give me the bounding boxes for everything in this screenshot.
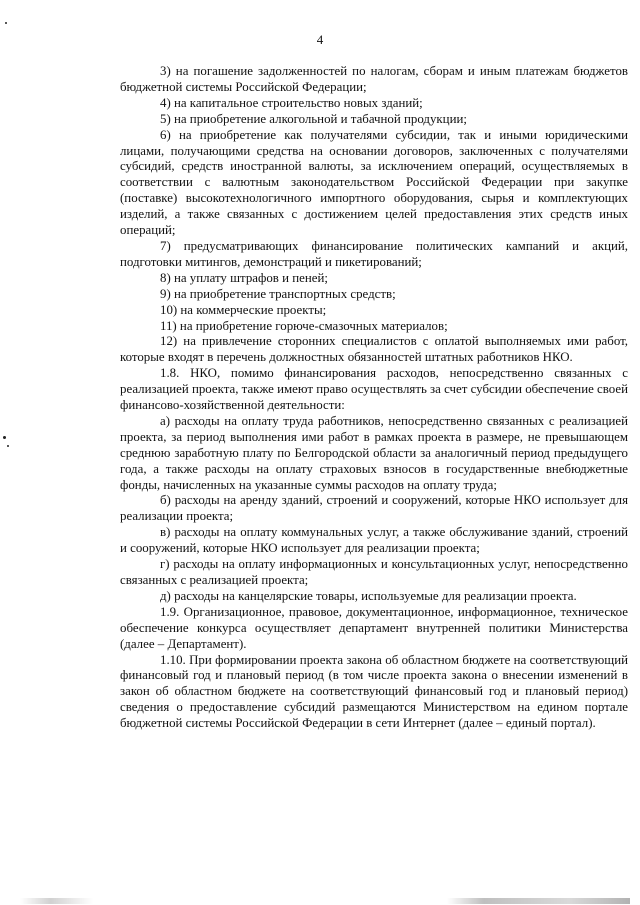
paragraph-item-6: 6) на приобретение как получателями субсидии, так и иными юридическими лицами, получающими средства на основании договоров, заключенных с получателями субсидий, средств иностранной валюты, за исключением операций, осуществляемых в соответствии с валютным законодательством Российской Федерации при закупке (поставке) высокотехнологичного импортного оборудования, сырья и комплектующих изделий, а также связанных с достижением целей предоставления этих средств иных операций; bbox=[120, 127, 628, 238]
scan-speck bbox=[7, 445, 9, 447]
section-1-9: 1.9. Организационное, правовое, документационное, информационное, техническое обеспечение конкурса осуществляет департамент внутренней политики Министерства (далее – Департамент). bbox=[120, 604, 628, 651]
section-1-8-d: д) расходы на канцелярские товары, используемые для реализации проекта. bbox=[160, 588, 577, 603]
scan-edge-artifact bbox=[20, 898, 630, 904]
paragraph-item-9: 9) на приобретение транспортных средств; bbox=[160, 286, 396, 301]
scan-speck bbox=[3, 436, 6, 439]
paragraph-item-4: 4) на капитальное строительство новых зданий; bbox=[160, 95, 423, 110]
paragraph-item-5: 5) на приобретение алкогольной и табачной продукции; bbox=[160, 111, 467, 126]
paragraph-item-7: 7) предусматривающих финансирование политических кампаний и акций, подготовки митингов, демонстраций и пикетирований; bbox=[120, 238, 628, 269]
section-1-8-g: г) расходы на оплату информационных и консультационных услуг, непосредственно связанных с реализацией проекта; bbox=[120, 557, 628, 587]
paragraph-item-12: 12) на привлечение сторонних специалистов с оплатой выполняемых ими работ, которые входят в перечень должностных обязанностей штатных работников НКО. bbox=[120, 334, 628, 365]
paragraph-item-10: 10) на коммерческие проекты; bbox=[160, 302, 327, 317]
scan-speck bbox=[5, 22, 7, 24]
page-number: 4 bbox=[316, 32, 324, 47]
paragraph-item-8: 8) на уплату штрафов и пеней; bbox=[160, 270, 328, 285]
section-1-8-b: б) расходы на аренду зданий, строений и сооружений, которые НКО использует для реализации проекта; bbox=[120, 493, 628, 524]
document-body bbox=[120, 64, 628, 732]
section-1-8-v: в) расходы на оплату коммунальных услуг, а также обслуживание зданий, строений и сооружений, которые НКО использует для реализации проекта; bbox=[120, 525, 628, 556]
section-1-8-a: а) расходы на оплату труда работников, непосредственно связанных с реализацией проекта, за период выполнения ими работ в рамках проекта в размере, не превышающем среднюю заработную плату по Белгородской области за аналогичный период предыдущего года, а также расходы на оплату страховых взносов в государственные внебюджетные фонды, начисленных на указанные суммы расходов на оплату труда; bbox=[120, 413, 628, 492]
paragraph-item-11: 11) на приобретение горюче-смазочных материалов; bbox=[160, 318, 448, 333]
section-1-10: 1.10. При формировании проекта закона об областном бюджете на соответствующий финансовый год и плановый период (в том числе проекта закона о внесении изменений в закон об областном бюджете на соответствующий финансовый год и плановый период) сведения о предоставление субсидий размещаются Министерством на едином портале бюджетной системы Российской Федерации в сети Интернет (далее – единый портал). bbox=[120, 652, 628, 731]
paragraph-item-3: 3) на погашение задолженностей по налогам, сборам и иным платежам бюджетов бюджетной системы Российской Федерации; bbox=[120, 64, 628, 94]
section-1-8: 1.8. НКО, помимо финансирования расходов, непосредственно связанных с реализацией проекта, также имеют право осуществлять за счет субсидии обеспечение своей финансово-хозяйственной деятельности: bbox=[120, 366, 628, 413]
